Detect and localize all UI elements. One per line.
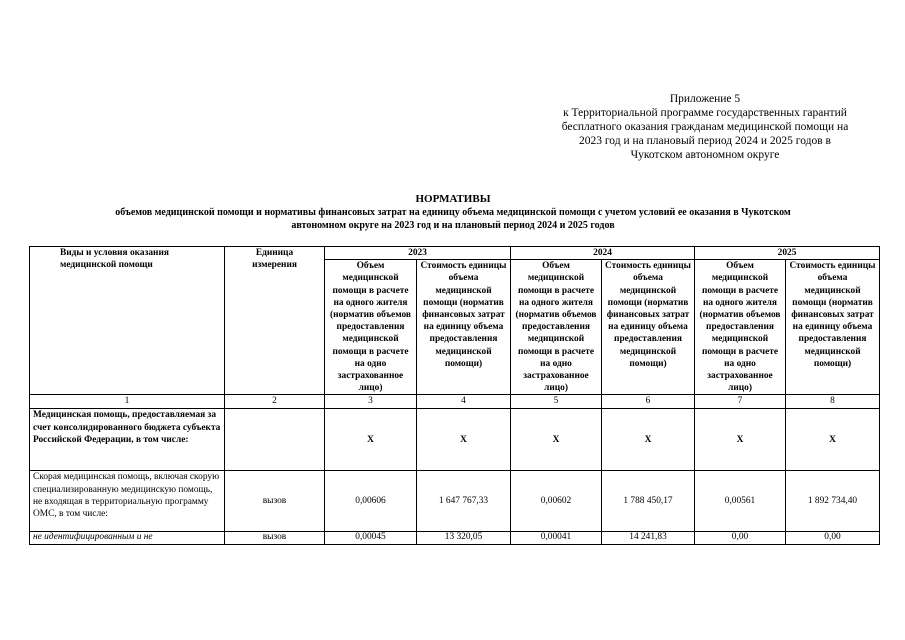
table-cell: 14 241,83 bbox=[602, 532, 695, 545]
year-2023: 2023 bbox=[325, 247, 511, 260]
header-volume: Объем медицинской помощи в расчете на одного жителя (норматив объемов предоставления медицинской помощи в расчете на одно застрахованное лицо) bbox=[325, 260, 417, 395]
header-cost: Стоимость единицы объема медицинской помощи (норматив финансовых затрат на единицу объема предоставления медицинской помощи) bbox=[602, 260, 695, 395]
header-cost: Стоимость единицы объема медицинской помощи (норматив финансовых затрат на единицу объема предоставления медицинской помощи) bbox=[786, 260, 880, 395]
row-label: Скорая медицинская помощь, включая скорую специализированную медицинскую помощь, не входящая в территориальную программу ОМС, в том числе: bbox=[30, 471, 225, 532]
column-number-row bbox=[30, 395, 880, 409]
column-number: 2 bbox=[225, 395, 325, 409]
column-number: 7 bbox=[695, 395, 786, 409]
column-number: 6 bbox=[602, 395, 695, 409]
table-row bbox=[30, 409, 880, 471]
table-cell: Х bbox=[695, 409, 786, 471]
header-unit: Единица измерения bbox=[225, 247, 325, 395]
appendix-header bbox=[520, 92, 890, 162]
appendix-line: к Территориальной программе государственных гарантий bbox=[563, 107, 847, 119]
table-cell: 13 320,05 bbox=[417, 532, 511, 545]
header-kind: Виды и условия оказания медицинской помощи bbox=[30, 247, 225, 395]
title-main: НОРМАТИВЫ bbox=[415, 193, 491, 205]
norms-table bbox=[29, 246, 880, 545]
table-row bbox=[30, 532, 880, 545]
table-cell: 0,00561 bbox=[695, 471, 786, 532]
title-sub: автономном округе на 2023 год и на плановый период 2024 и 2025 годов bbox=[291, 220, 615, 231]
table-cell: 0,00602 bbox=[511, 471, 602, 532]
table-cell: 1 788 450,17 bbox=[602, 471, 695, 532]
document-title bbox=[22, 193, 884, 232]
table-cell: 0,00041 bbox=[511, 532, 602, 545]
row-unit bbox=[225, 409, 325, 471]
row-label: не идентифицированным и не bbox=[30, 532, 225, 545]
column-number: 3 bbox=[325, 395, 417, 409]
year-2024: 2024 bbox=[511, 247, 695, 260]
table-cell: 1 892 734,40 bbox=[786, 471, 880, 532]
column-number: 4 bbox=[417, 395, 511, 409]
appendix-line: Чукотском автономном округе bbox=[630, 149, 780, 161]
table-cell: 0,00606 bbox=[325, 471, 417, 532]
table-cell: 1 647 767,33 bbox=[417, 471, 511, 532]
table-cell: Х bbox=[786, 409, 880, 471]
table-cell: Х bbox=[602, 409, 695, 471]
column-number: 8 bbox=[786, 395, 880, 409]
header-volume: Объем медицинской помощи в расчете на одного жителя (норматив объемов предоставления медицинской помощи в расчете на одно застрахованное лицо) bbox=[695, 260, 786, 395]
column-number: 5 bbox=[511, 395, 602, 409]
table-cell: Х bbox=[325, 409, 417, 471]
appendix-line: бесплатного оказания гражданам медицинской помощи на bbox=[561, 121, 849, 133]
row-unit: вызов bbox=[225, 471, 325, 532]
column-number: 1 bbox=[30, 395, 225, 409]
table-cell: 0,00 bbox=[695, 532, 786, 545]
title-sub: объемов медицинской помощи и нормативы финансовых затрат на единицу объема медицинской помощи с учетом условий ее оказания в Чукотском bbox=[115, 207, 791, 218]
appendix-line: 2023 год и на плановый период 2024 и 2025 годов в bbox=[579, 135, 831, 147]
table-cell: 0,00 bbox=[786, 532, 880, 545]
row-unit: вызов bbox=[225, 532, 325, 545]
table-row bbox=[30, 471, 880, 532]
header-volume: Объем медицинской помощи в расчете на одного жителя (норматив объемов предоставления медицинской помощи в расчете на одно застрахованное лицо) bbox=[511, 260, 602, 395]
row-label: Медицинская помощь, предоставляемая за счет консолидированного бюджета субъекта Российской Федерации, в том числе: bbox=[30, 409, 225, 471]
table-cell: Х bbox=[511, 409, 602, 471]
table-cell: Х bbox=[417, 409, 511, 471]
appendix-line: Приложение 5 bbox=[669, 93, 741, 105]
year-header-row bbox=[30, 247, 880, 260]
header-cost: Стоимость единицы объема медицинской помощи (норматив финансовых затрат на единицу объема предоставления медицинской помощи) bbox=[417, 260, 511, 395]
year-2025: 2025 bbox=[695, 247, 880, 260]
table-cell: 0,00045 bbox=[325, 532, 417, 545]
